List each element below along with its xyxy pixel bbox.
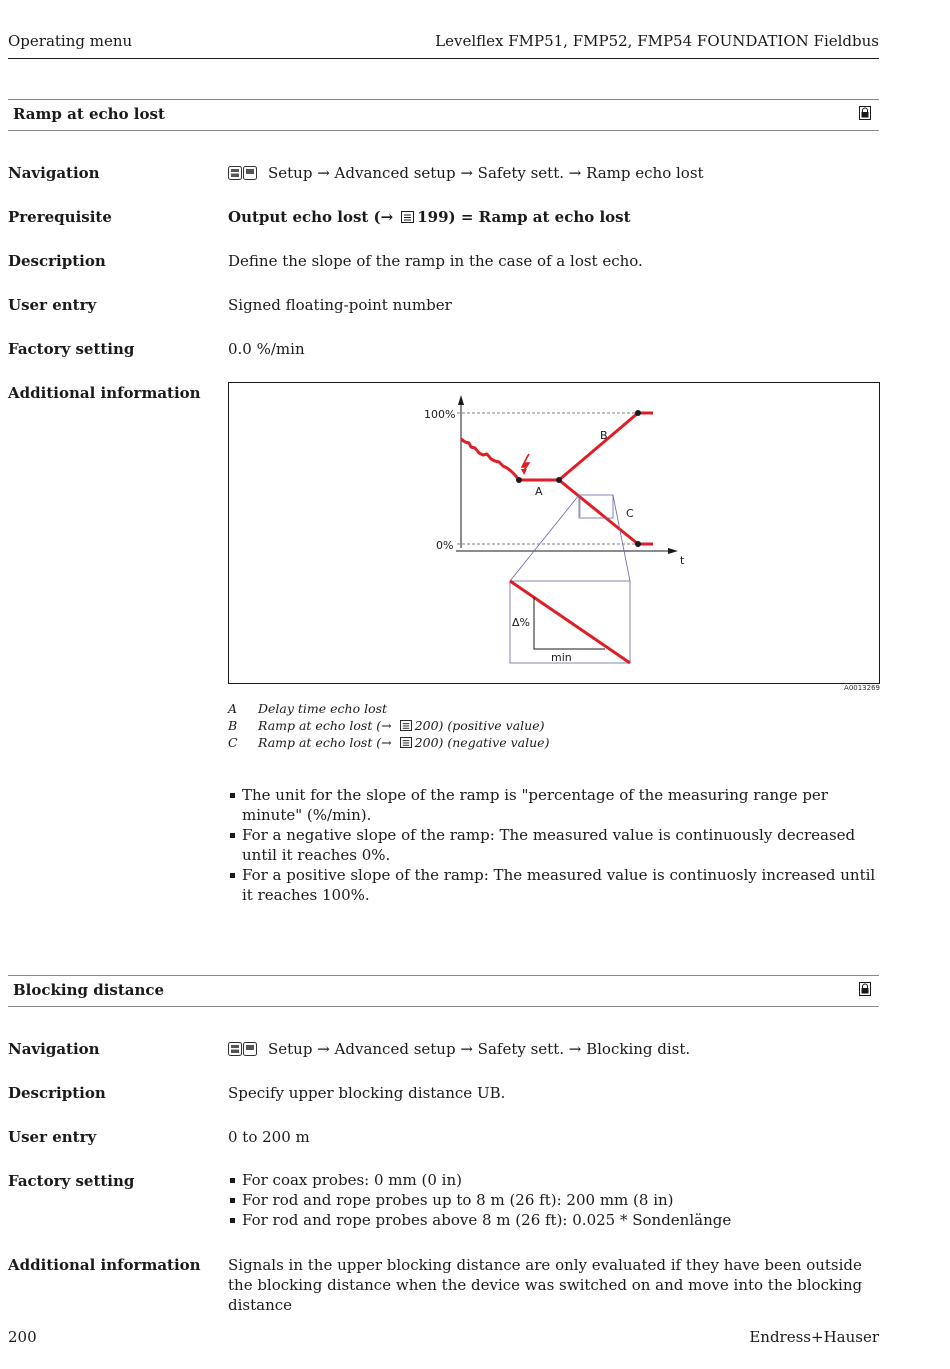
lock-icon: [859, 982, 871, 996]
navigation-label: Navigation: [8, 1040, 100, 1058]
legend-text: Delay time echo lost: [258, 701, 388, 716]
navigation-label: Navigation: [8, 164, 100, 182]
header-rule: [8, 58, 879, 59]
ramp-positive-line: [559, 413, 638, 480]
running-header-section: Operating menu: [8, 32, 133, 50]
legend-item-b: [228, 718, 545, 733]
label-0: 0%: [436, 539, 454, 552]
legend-key: B: [228, 718, 238, 733]
section-title: Ramp at echo lost: [13, 105, 165, 123]
legend-page: 200) (positive value): [414, 718, 545, 733]
prerequisite-label: Prerequisite: [8, 208, 112, 226]
section-title: Blocking distance: [13, 981, 165, 999]
y-axis-arrow: [458, 395, 464, 405]
legend-key: C: [228, 735, 238, 750]
label-delta-percent: Δ%: [512, 616, 530, 629]
section-bar-blocking-distance: [8, 975, 879, 1007]
legend-item-a: [228, 701, 387, 716]
additional-info-label: Additional information: [8, 1256, 201, 1274]
list-item: For a positive slope of the ramp: The measured value is continuosly increased until it reaches 100%.: [228, 865, 878, 905]
navigation-path: Setup → Advanced setup → Safety sett. → Blocking dist.: [268, 1040, 691, 1058]
ramp-diagram: [229, 383, 879, 683]
legend-text: Ramp at echo lost (→: [258, 718, 392, 733]
point-100: [635, 410, 641, 416]
legend-item-c: [228, 735, 549, 750]
running-header-product: Levelflex FMP51, FMP52, FMP54 FOUNDATION Fieldbus: [435, 32, 879, 50]
navigation-value: [228, 164, 704, 184]
factory-setting-list: [228, 1170, 878, 1230]
zoom-lead-left: [510, 495, 579, 581]
page-ref-icon: [400, 720, 412, 731]
page-number: 200: [8, 1328, 37, 1346]
factory-setting-label: Factory setting: [8, 1172, 135, 1190]
label-min: min: [551, 651, 572, 664]
prerequisite-param: Output echo lost (→: [228, 208, 394, 226]
description-value: Define the slope of the ramp in the case of a lost echo.: [228, 252, 643, 270]
figure-id: A0013269: [844, 684, 880, 692]
measured-signal-curve: [461, 439, 519, 480]
page-ref-icon: [400, 737, 412, 748]
notes-list: [228, 785, 878, 905]
factory-setting-value: 0.0 %/min: [228, 340, 305, 358]
additional-info-text: Signals in the upper blocking distance are only evaluated if they have been outside the blocking distance when the device was switched on and move into the blocking distance: [228, 1256, 863, 1314]
point-ramp-start: [556, 477, 562, 483]
list-item: For coax probes: 0 mm (0 in): [228, 1170, 878, 1190]
x-axis-arrow: [668, 548, 678, 554]
navigation-value: [228, 1040, 690, 1060]
point-0: [635, 541, 641, 547]
prerequisite-value: [228, 208, 631, 226]
user-entry-value: 0 to 200 m: [228, 1128, 310, 1146]
factory-setting-label: Factory setting: [8, 340, 135, 358]
legend-page: 200) (negative value): [414, 735, 550, 750]
list-item: For a negative slope of the ramp: The measured value is continuously decreased until it reaches 0%.: [228, 825, 878, 865]
description-value: Specify upper blocking distance UB.: [228, 1084, 506, 1102]
list-item: For rod and rope probes above 8 m (26 ft): 0.025 * Sondenlänge: [228, 1210, 878, 1230]
label-100: 100%: [424, 408, 456, 421]
lock-icon: [859, 106, 871, 120]
label-c: C: [626, 507, 634, 520]
legend-text: Ramp at echo lost (→: [258, 735, 392, 750]
prerequisite-option: = Ramp at echo lost: [455, 208, 631, 226]
additional-info-label: Additional information: [8, 384, 201, 402]
label-t: t: [680, 554, 685, 567]
navigation-keys-icon: [228, 166, 258, 184]
user-entry-label: User entry: [8, 296, 97, 314]
brand-name: Endress+Hauser: [749, 1328, 879, 1346]
prerequisite-page: 199): [417, 208, 456, 226]
page-ref-icon: [401, 211, 414, 223]
user-entry-label: User entry: [8, 1128, 97, 1146]
user-entry-value: Signed floating-point number: [228, 296, 452, 314]
navigation-path: Setup → Advanced setup → Safety sett. → Ramp echo lost: [268, 164, 704, 182]
lightning-arrowhead: [521, 469, 527, 475]
legend-key: A: [228, 701, 238, 716]
description-label: Description: [8, 252, 106, 270]
list-item: For rod and rope probes up to 8 m (26 ft): 200 mm (8 in): [228, 1190, 878, 1210]
label-a: A: [535, 485, 543, 498]
navigation-keys-icon: [228, 1042, 258, 1060]
point-a: [516, 477, 522, 483]
description-label: Description: [8, 1084, 106, 1102]
list-item: The unit for the slope of the ramp is "percentage of the measuring range per minute" (%/min).: [228, 785, 878, 825]
ramp-figure: [228, 382, 880, 684]
label-b: B: [600, 429, 608, 442]
section-bar-ramp-echo-lost: [8, 99, 879, 131]
